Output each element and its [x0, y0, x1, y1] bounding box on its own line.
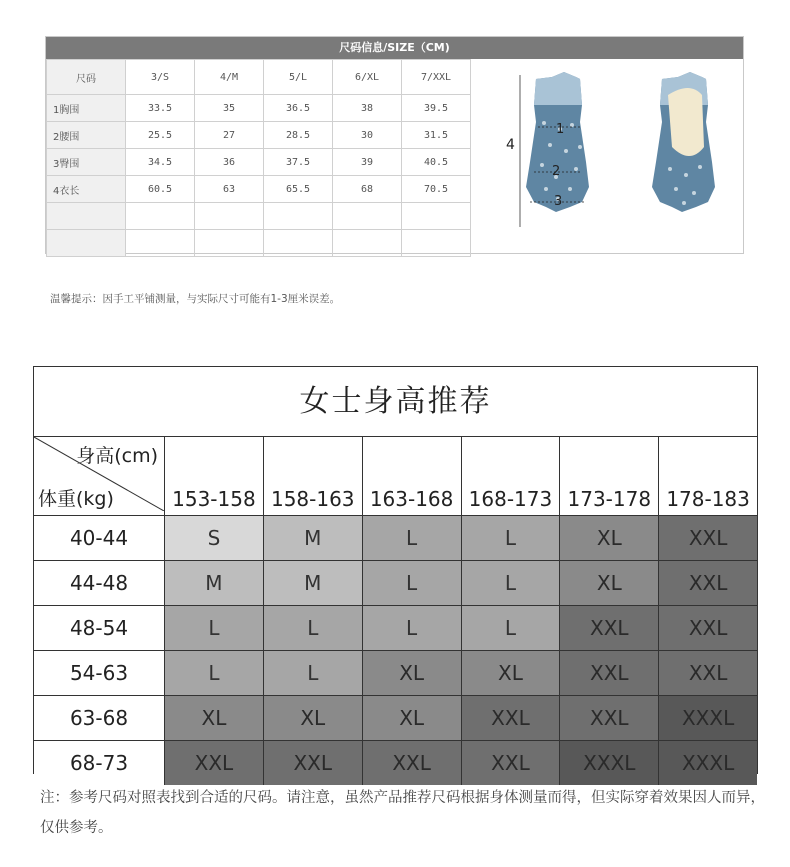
recommended-size-cell: XXXL [659, 696, 757, 741]
size-table [46, 59, 471, 257]
measurement-value: 28.5 [264, 122, 333, 149]
height-range-2: 163-168 [362, 437, 461, 516]
recommendation-table [34, 437, 757, 785]
size-column-2: 4/M [195, 60, 264, 95]
measurement-value [264, 203, 333, 230]
measurement-value: 36 [195, 149, 264, 176]
recommended-size-cell: XXL [362, 741, 461, 786]
height-range-4: 173-178 [560, 437, 659, 516]
weight-row [34, 741, 757, 786]
height-axis-label: 身高(cm) [76, 445, 158, 467]
measurement-value: 31.5 [402, 122, 471, 149]
weight-axis-label: 体重(kg) [38, 488, 114, 510]
recommended-size-cell: S [165, 516, 264, 561]
measurement-value [402, 230, 471, 257]
recommended-size-cell: XXL [560, 606, 659, 651]
measure-label-2: 2 [552, 164, 561, 179]
height-recommendation-panel [33, 366, 758, 774]
measurement-label [47, 203, 126, 230]
recommended-size-cell: M [165, 561, 264, 606]
size-info-panel [45, 36, 744, 254]
measure-label-1: 1 [556, 122, 565, 137]
recommended-size-cell: XL [362, 696, 461, 741]
measurement-label: 2腰围 [47, 122, 126, 149]
height-range-0: 153-158 [165, 437, 264, 516]
recommended-size-cell: M [263, 516, 362, 561]
recommended-size-cell: L [461, 561, 560, 606]
measurement-label: 3臀围 [47, 149, 126, 176]
weight-row [34, 516, 757, 561]
size-column-label: 尺码 [47, 60, 126, 95]
recommended-size-cell: XXXL [659, 741, 757, 786]
measurement-value: 39.5 [402, 95, 471, 122]
measurement-value [195, 230, 264, 257]
weight-range: 40-44 [34, 516, 165, 561]
measurement-value: 70.5 [402, 176, 471, 203]
measurement-value: 68 [333, 176, 402, 203]
recommended-size-cell: L [362, 516, 461, 561]
size-column-5: 7/XXL [402, 60, 471, 95]
recommended-size-cell: XXL [659, 516, 757, 561]
height-header-row [34, 437, 757, 516]
weight-row [34, 696, 757, 741]
measurement-value: 25.5 [126, 122, 195, 149]
recommended-size-cell: XXL [659, 561, 757, 606]
measurement-value: 39 [333, 149, 402, 176]
size-table-row [47, 149, 471, 176]
recommended-size-cell: XXL [659, 606, 757, 651]
recommended-size-cell: L [461, 516, 560, 561]
height-range-3: 168-173 [461, 437, 560, 516]
measurement-value [126, 230, 195, 257]
recommended-size-cell: XL [263, 696, 362, 741]
size-table-row [47, 95, 471, 122]
size-column-4: 6/XL [333, 60, 402, 95]
recommended-size-cell: XL [165, 696, 264, 741]
weight-range: 44-48 [34, 561, 165, 606]
measurement-value: 38 [333, 95, 402, 122]
measurement-value: 33.5 [126, 95, 195, 122]
measurement-value: 65.5 [264, 176, 333, 203]
recommended-size-cell: L [165, 606, 264, 651]
measure-label-3: 3 [554, 194, 563, 209]
measurement-label: 4衣长 [47, 176, 126, 203]
measurement-value [333, 230, 402, 257]
measure-label-4: 4 [506, 137, 515, 153]
size-column-1: 3/S [126, 60, 195, 95]
measurement-label: 1胸围 [47, 95, 126, 122]
recommended-size-cell: XL [560, 516, 659, 561]
weight-row [34, 651, 757, 696]
recommended-size-cell: L [165, 651, 264, 696]
measurement-value: 35 [195, 95, 264, 122]
height-range-1: 158-163 [263, 437, 362, 516]
weight-row [34, 561, 757, 606]
recommended-size-cell: XXL [263, 741, 362, 786]
measurement-tip: 温馨提示：因手工平铺测量，与实际尺寸可能有1-3厘米误差。 [50, 293, 341, 305]
measurement-value: 60.5 [126, 176, 195, 203]
height-range-5: 178-183 [659, 437, 757, 516]
recommended-size-cell: L [362, 561, 461, 606]
recommended-size-cell: XXL [560, 651, 659, 696]
corner-cell [34, 437, 165, 516]
recommendation-title: 女士身高推荐 [34, 367, 757, 437]
measurement-value [333, 203, 402, 230]
measurement-label [47, 230, 126, 257]
measurement-value: 63 [195, 176, 264, 203]
measurement-value: 36.5 [264, 95, 333, 122]
size-table-row [47, 230, 471, 257]
measurement-value [126, 203, 195, 230]
measurement-value [264, 230, 333, 257]
size-column-3: 5/L [264, 60, 333, 95]
garment-back-view [652, 72, 715, 212]
weight-range: 63-68 [34, 696, 165, 741]
weight-row [34, 606, 757, 651]
garment-front-view [506, 72, 589, 227]
size-info-header: 尺码信息/SIZE（CM) [46, 37, 743, 59]
recommended-size-cell: L [263, 651, 362, 696]
recommended-size-cell: XL [560, 561, 659, 606]
measurement-value: 40.5 [402, 149, 471, 176]
measurement-value [195, 203, 264, 230]
size-table-row [47, 176, 471, 203]
weight-range: 54-63 [34, 651, 165, 696]
size-table-row [47, 203, 471, 230]
recommended-size-cell: L [461, 606, 560, 651]
measurement-value: 27 [195, 122, 264, 149]
measurement-value: 30 [333, 122, 402, 149]
recommended-size-cell: XXL [461, 741, 560, 786]
recommended-size-cell: XXXL [560, 741, 659, 786]
recommended-size-cell: M [263, 561, 362, 606]
recommended-size-cell: XXL [461, 696, 560, 741]
recommended-size-cell: XXL [560, 696, 659, 741]
footnote: 注：参考尺码对照表找到合适的尺码。请注意，虽然产品推荐尺码根据身体测量而得，但实际穿着效果因人而异，仅供参考。 [40, 790, 765, 836]
weight-range: 68-73 [34, 741, 165, 786]
recommended-size-cell: XL [461, 651, 560, 696]
recommended-size-cell: L [362, 606, 461, 651]
weight-range: 48-54 [34, 606, 165, 651]
recommended-size-cell: XXL [165, 741, 264, 786]
recommended-size-cell: XL [362, 651, 461, 696]
size-table-header-row [47, 60, 471, 95]
measurement-value: 37.5 [264, 149, 333, 176]
measurement-value: 34.5 [126, 149, 195, 176]
recommended-size-cell: XXL [659, 651, 757, 696]
garment-diagram [490, 67, 740, 245]
recommended-size-cell: L [263, 606, 362, 651]
measurement-value [402, 203, 471, 230]
size-table-row [47, 122, 471, 149]
